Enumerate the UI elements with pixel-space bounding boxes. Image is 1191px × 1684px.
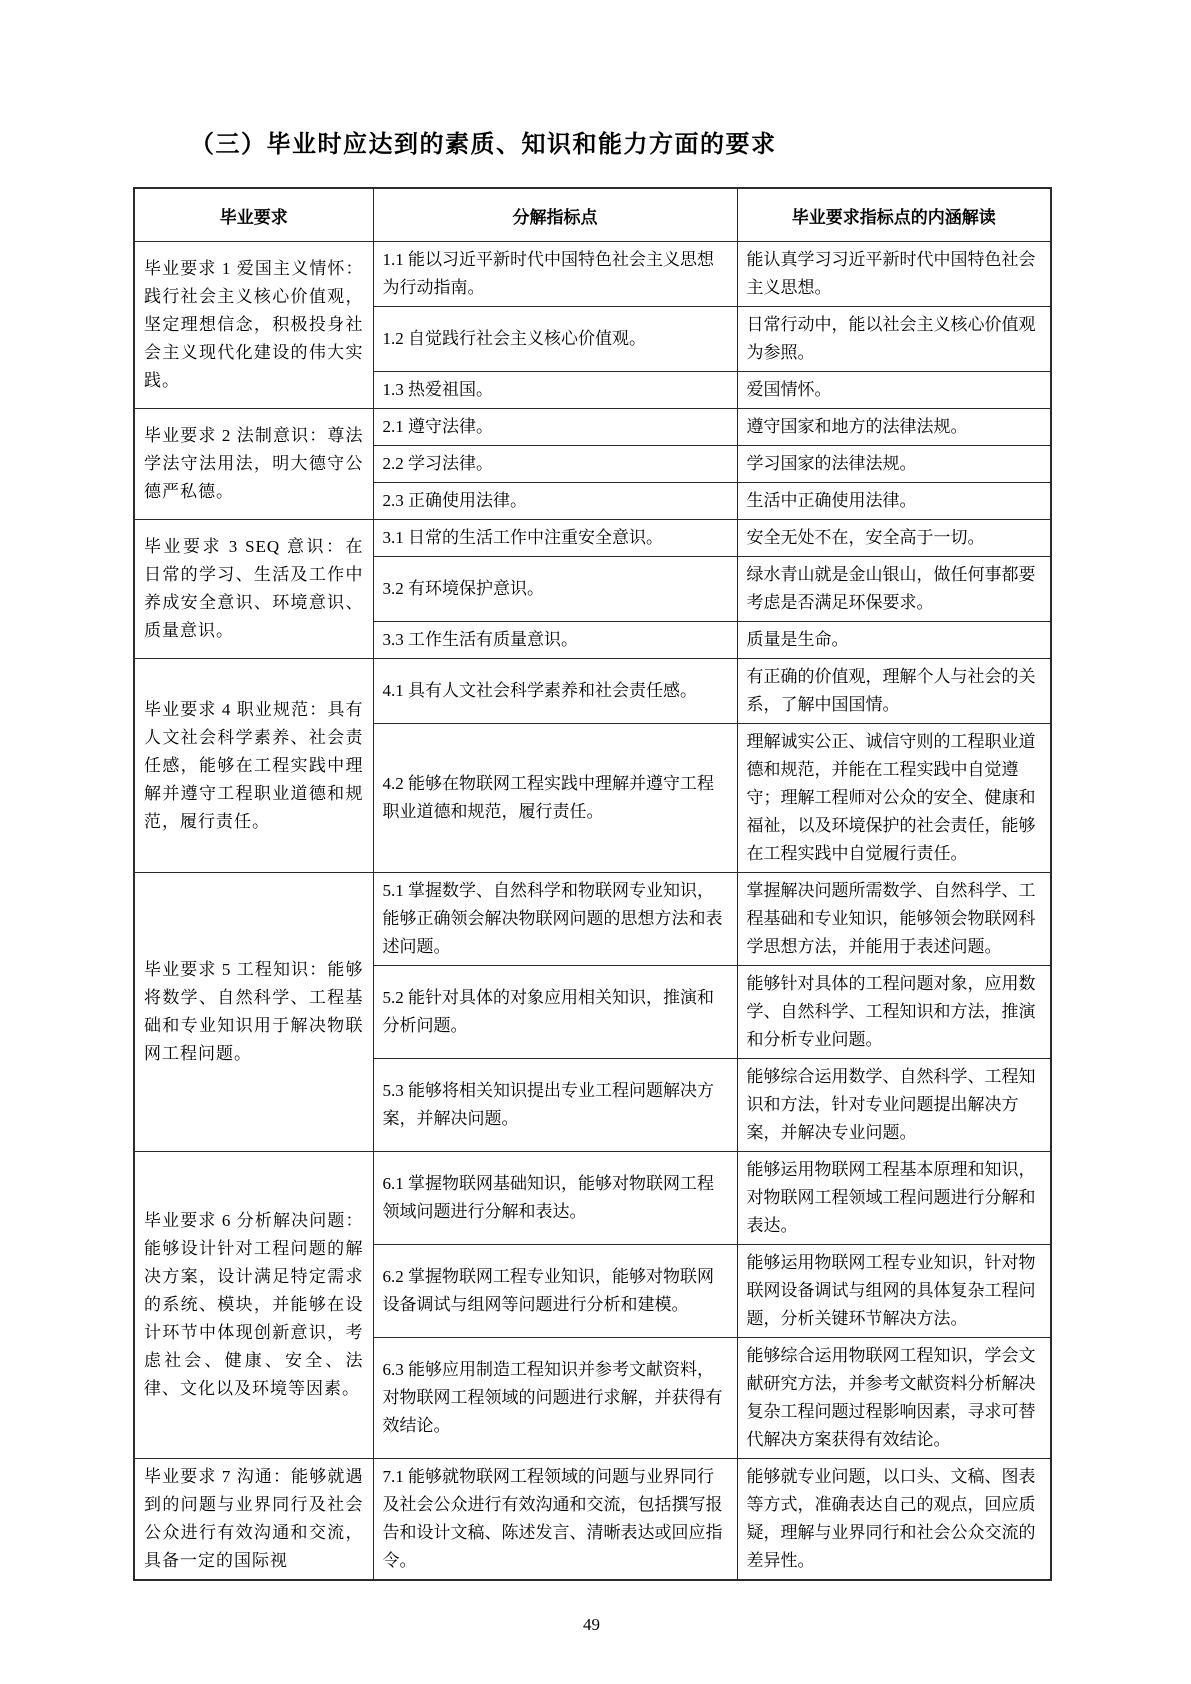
indicator-cell: 1.2 自觉践行社会主义核心价值观。 (373, 307, 737, 372)
indicator-cell: 6.3 能够应用制造工程知识并参考文献资料，对物联网工程领域的问题进行求解，并获得有效结论。 (373, 1338, 737, 1459)
requirement-cell: 毕业要求 3 SEQ 意识：在日常的学习、生活及工作中养成安全意识、环境意识、质量意识。 (134, 520, 373, 659)
table-row (134, 242, 1051, 307)
indicator-cell: 2.2 学习法律。 (373, 446, 737, 483)
indicator-cell: 1.3 热爱祖国。 (373, 372, 737, 409)
interpretation-cell: 生活中正确使用法律。 (737, 483, 1051, 520)
requirement-cell: 毕业要求 5 工程知识：能够将数学、自然科学、工程基础和专业知识用于解决物联网工程问题。 (134, 873, 373, 1152)
table-header-row (134, 188, 1051, 242)
table-body (134, 242, 1051, 1581)
interpretation-cell: 质量是生命。 (737, 622, 1051, 659)
column-header-requirement: 毕业要求 (134, 188, 373, 242)
interpretation-cell: 有正确的价值观，理解个人与社会的关系，了解中国国情。 (737, 659, 1051, 724)
indicator-cell: 5.1 掌握数学、自然科学和物联网专业知识，能够正确领会解决物联网问题的思想方法和表述问题。 (373, 873, 737, 966)
indicator-cell: 2.1 遵守法律。 (373, 409, 737, 446)
indicator-cell: 6.2 掌握物联网工程专业知识，能够对物联网设备调试与组网等问题进行分析和建模。 (373, 1245, 737, 1338)
indicator-cell: 5.3 能够将相关知识提出专业工程问题解决方案，并解决问题。 (373, 1059, 737, 1152)
interpretation-cell: 日常行动中，能以社会主义核心价值观为参照。 (737, 307, 1051, 372)
indicator-cell: 5.2 能针对具体的对象应用相关知识，推演和分析问题。 (373, 966, 737, 1059)
interpretation-cell: 能够运用物联网工程基本原理和知识，对物联网工程领域工程问题进行分解和表达。 (737, 1152, 1051, 1245)
indicator-cell: 4.1 具有人文社会科学素养和社会责任感。 (373, 659, 737, 724)
requirement-cell: 毕业要求 1 爱国主义情怀：践行社会主义核心价值观，坚定理想信念，积极投身社会主义现代化建设的伟大实践。 (134, 242, 373, 409)
indicator-cell: 3.3 工作生活有质量意识。 (373, 622, 737, 659)
table-row (134, 1152, 1051, 1245)
interpretation-cell: 能够运用物联网工程专业知识，针对物联网设备调试与组网的具体复杂工程问题，分析关键环节解决方法。 (737, 1245, 1051, 1338)
indicator-cell: 3.2 有环境保护意识。 (373, 557, 737, 622)
page-title: （三）毕业时应达到的素质、知识和能力方面的要求 (190, 131, 777, 158)
interpretation-cell: 能够综合运用物联网工程知识，学会文献研究方法，并参考文献资料分析解决复杂工程问题过程影响因素，寻求可替代解决方案获得有效结论。 (737, 1338, 1051, 1459)
requirement-cell: 毕业要求 7 沟通：能够就遇到的问题与业界同行及社会公众进行有效沟通和交流，具备一定的国际视 (134, 1459, 373, 1581)
interpretation-cell: 遵守国家和地方的法律法规。 (737, 409, 1051, 446)
interpretation-cell: 能够综合运用数学、自然科学、工程知识和方法，针对专业问题提出解决方案，并解决专业问题。 (737, 1059, 1051, 1152)
interpretation-cell: 绿水青山就是金山银山，做任何事都要考虑是否满足环保要求。 (737, 557, 1051, 622)
interpretation-cell: 学习国家的法律法规。 (737, 446, 1051, 483)
interpretation-cell: 安全无处不在，安全高于一切。 (737, 520, 1051, 557)
indicator-cell: 7.1 能够就物联网工程领域的问题与业界同行及社会公众进行有效沟通和交流，包括撰写报告和设计文稿、陈述发言、清晰表达或回应指令。 (373, 1459, 737, 1581)
graduation-requirements-table (133, 187, 1052, 1581)
interpretation-cell: 能够就专业问题，以口头、文稿、图表等方式，准确表达自己的观点，回应质疑，理解与业界同行和社会公众交流的差异性。 (737, 1459, 1051, 1581)
interpretation-cell: 能够针对具体的工程问题对象，应用数学、自然科学、工程知识和方法，推演和分析专业问题。 (737, 966, 1051, 1059)
interpretation-cell: 理解诚实公正、诚信守则的工程职业道德和规范，并能在工程实践中自觉遵守；理解工程师对公众的安全、健康和福祉，以及环境保护的社会责任，能够在工程实践中自觉履行责任。 (737, 724, 1051, 873)
indicator-cell: 4.2 能够在物联网工程实践中理解并遵守工程职业道德和规范，履行责任。 (373, 724, 737, 873)
indicator-cell: 2.3 正确使用法律。 (373, 483, 737, 520)
table-row (134, 409, 1051, 446)
column-header-indicator: 分解指标点 (373, 188, 737, 242)
page-number: 49 (583, 1615, 600, 1634)
table-row (134, 520, 1051, 557)
interpretation-cell: 能认真学习习近平新时代中国特色社会主义思想。 (737, 242, 1051, 307)
column-header-interpretation: 毕业要求指标点的内涵解读 (737, 188, 1051, 242)
table-row (134, 873, 1051, 966)
interpretation-cell: 掌握解决问题所需数学、自然科学、工程基础和专业知识，能够领会物联网科学思想方法，并能用于表述问题。 (737, 873, 1051, 966)
interpretation-cell: 爱国情怀。 (737, 372, 1051, 409)
requirement-cell: 毕业要求 6 分析解决问题：能够设计针对工程问题的解决方案，设计满足特定需求的系统、模块，并能够在设计环节中体现创新意识，考虑社会、健康、安全、法律、文化以及环境等因素。 (134, 1152, 373, 1459)
requirement-cell: 毕业要求 4 职业规范：具有人文社会科学素养、社会责任感，能够在工程实践中理解并遵守工程职业道德和规范，履行责任。 (134, 659, 373, 873)
indicator-cell: 3.1 日常的生活工作中注重安全意识。 (373, 520, 737, 557)
indicator-cell: 6.1 掌握物联网基础知识，能够对物联网工程领域问题进行分解和表达。 (373, 1152, 737, 1245)
table-row (134, 1459, 1051, 1581)
requirement-cell: 毕业要求 2 法制意识：尊法学法守法用法，明大德守公德严私德。 (134, 409, 373, 520)
indicator-cell: 1.1 能以习近平新时代中国特色社会主义思想为行动指南。 (373, 242, 737, 307)
table-row (134, 659, 1051, 724)
